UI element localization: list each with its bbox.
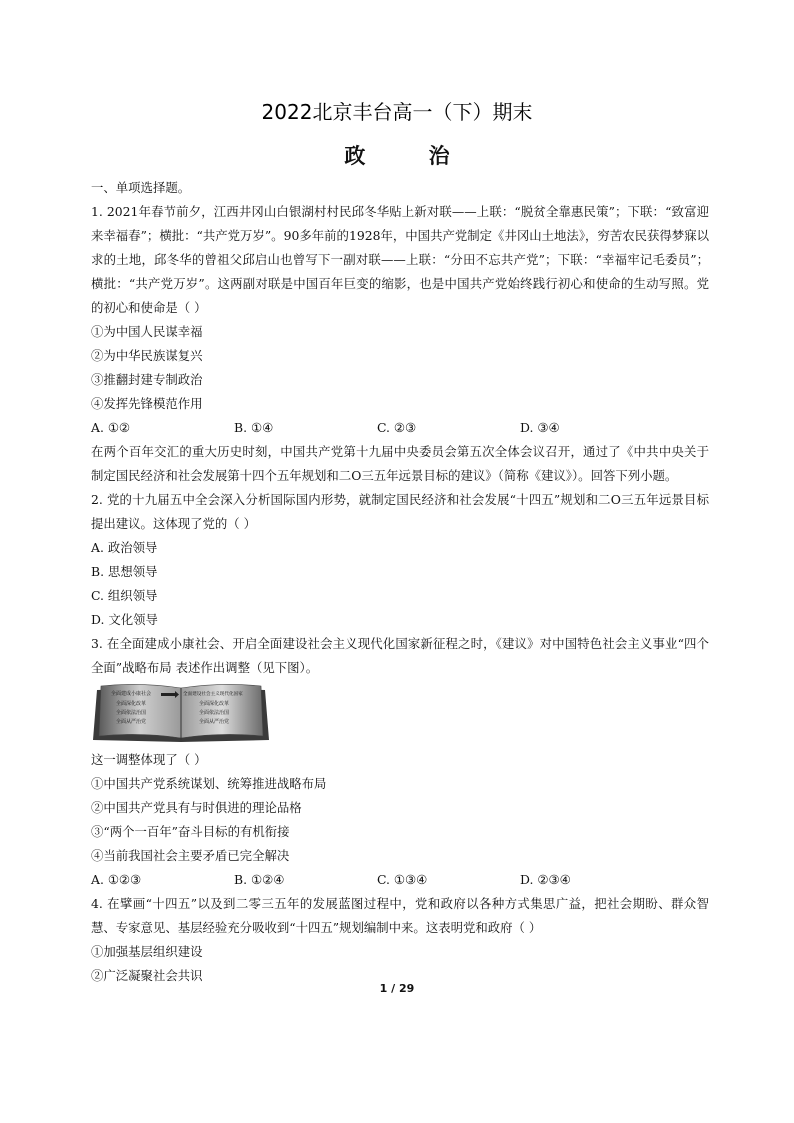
book-illustration [91, 682, 271, 744]
question-1-item: ③推翻封建专制政治 [91, 372, 203, 387]
subject-title: 政 治 [344, 144, 478, 168]
figure-right-line: 全面从严治党 [199, 719, 230, 725]
figure-right-line: 全面深化改革 [199, 701, 230, 707]
question-3-item: ③“两个一百年”奋斗目标的有机衔接 [91, 824, 290, 839]
figure-left-line: 全面从严治党 [116, 719, 147, 725]
option-c: C. ②③ [377, 420, 417, 435]
question-3-lead: 这一调整体现了（ ） [91, 752, 207, 767]
question-2-option-c: C. 组织领导 [91, 588, 158, 603]
question-3-item: ②中国共产党具有与时俱进的理论品格 [91, 800, 302, 815]
document-title: 2022北京丰台高一（下）期末 [261, 100, 533, 124]
option-a: A. ①②③ [91, 872, 142, 887]
question-4-stem: 4. 在擘画“十四五”以及到二零三五年的发展蓝图过程中，党和政府以各种方式集思广益，把社会期盼、群众智慧、专家意见、基层经验充分吸收到“十四五”规划编制中来。这表明党和政府（ ） [91, 896, 709, 935]
question-3-item: ④当前我国社会主要矛盾已完全解决 [91, 848, 290, 863]
question-1-options [91, 416, 709, 440]
question-1-item: ④发挥先锋模范作用 [91, 396, 203, 411]
figure-left-line: 全面依法治国 [116, 710, 147, 716]
figure-left-line: 全面深化改革 [116, 701, 147, 707]
question-2-option-d: D. 文化领导 [91, 612, 158, 627]
reading-intro: 在两个百年交汇的重大历史时刻，中国共产党第十九届中央委员会第五次全体会议召开，通过了《中共中央关于制定国民经济和社会发展第十四个五年规划和二O三五年远景目标的建议》（简称《建议》）。回答下列小题。 [91, 444, 709, 483]
figure-right-line: 全面建设社会主义现代化国家 [183, 692, 243, 697]
option-d: D. ②③④ [520, 872, 571, 887]
question-3-options [91, 868, 709, 892]
question-4-item: ①加强基层组织建设 [91, 944, 203, 959]
section-heading: 一、单项选择题。 [91, 180, 191, 195]
figure-left-line: 全面建成小康社会 [111, 691, 152, 697]
open-book-figure [91, 682, 709, 744]
document-body [91, 176, 709, 988]
option-b: B. ①④ [234, 420, 274, 435]
option-d: D. ③④ [520, 420, 560, 435]
figure-right-line: 全面依法治国 [199, 710, 230, 716]
question-4-item: ②广泛凝聚社会共识 [91, 968, 203, 983]
option-c: C. ①③④ [377, 872, 428, 887]
question-2-stem: 2. 党的十九届五中全会深入分析国际国内形势，就制定国民经济和社会发展“十四五”规划和二O三五年远景目标提出建议。这体现了党的（ ） [91, 492, 709, 531]
page-number: 1 / 29 [379, 982, 415, 995]
question-2-option-a: A. 政治领导 [91, 540, 158, 555]
question-3-stem: 3. 在全面建成小康社会、开启全面建设社会主义现代化国家新征程之时，《建议》对中国特色社会主义事业“四个全面”战略布局 表述作出调整（见下图）。 [91, 636, 709, 675]
question-3-item: ①中国共产党系统谋划、统筹推进战略布局 [91, 776, 327, 791]
question-1-stem: 1. 2021年春节前夕，江西井冈山白银湖村村民邱冬华贴上新对联——上联：“脱贫全靠惠民策”；下联：“致富迎来幸福春”；横批：“共产党万岁”。90多年前的1928年，中国共产党制定《井冈山土地法》，穷苦农民获得梦寐以求的土地，邱冬华的曾祖父邱启山也曾写下一副对联——上联：“分田不忘共产党”；下联：“幸福牢记毛委员”；横批：“共产党万岁”。这两副对联是中国百年巨变的缩影，也是中国共产党始终践行初心和使命的生动写照。党的初心和使命是（ ） [91, 204, 709, 315]
question-2-option-b: B. 思想领导 [91, 564, 158, 579]
option-b: B. ①②④ [234, 872, 285, 887]
question-1-item: ②为中华民族谋复兴 [91, 348, 203, 363]
question-1-item: ①为中国人民谋幸福 [91, 324, 203, 339]
option-a: A. ①② [91, 420, 131, 435]
